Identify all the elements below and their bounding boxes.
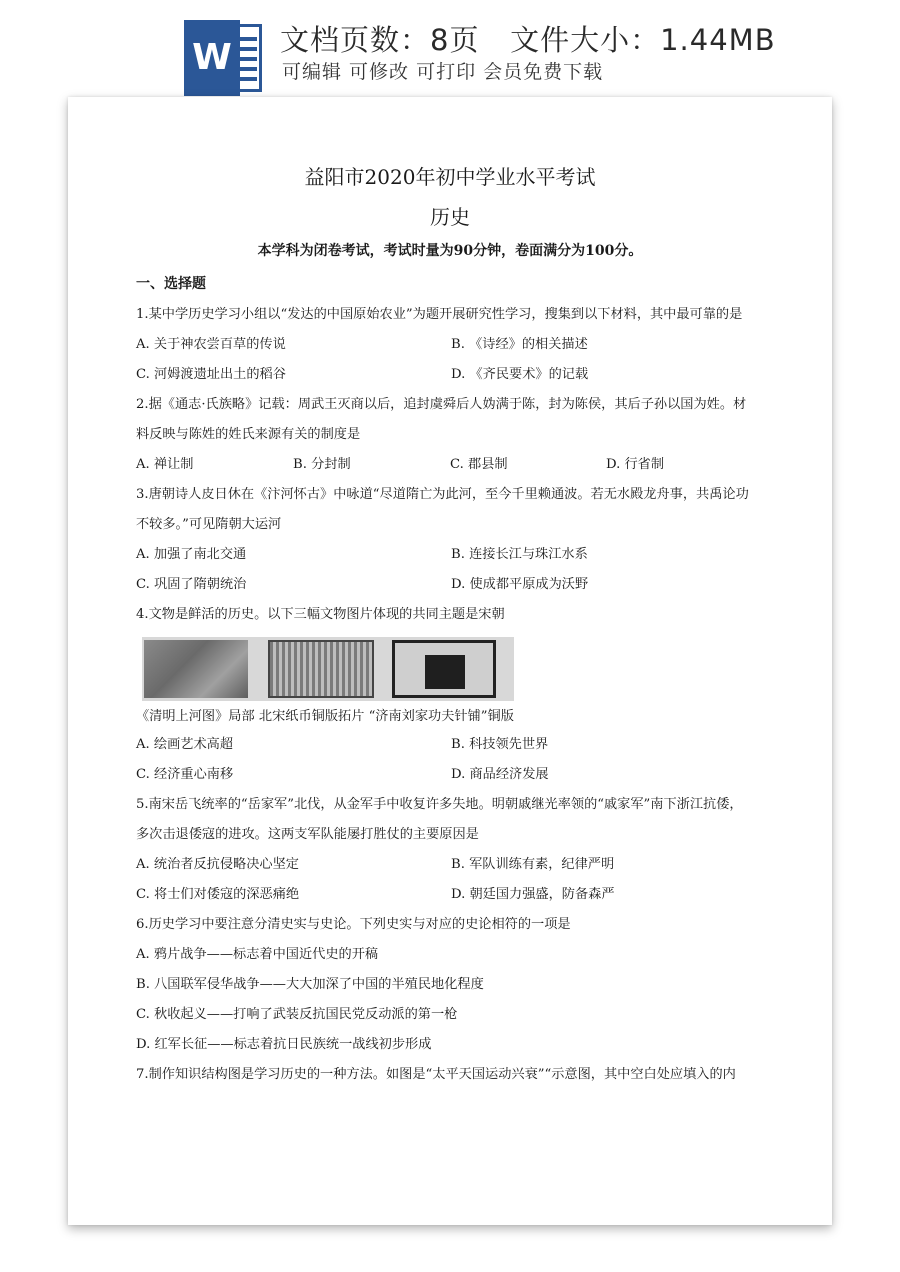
q2-option-a: A. 禅让制 xyxy=(136,457,194,472)
q4-option-d: D. 商品经济发展 xyxy=(451,767,549,782)
q1-option-d: D. 《齐民要术》的记载 xyxy=(451,367,589,382)
question-3-stem-line1: 3.唐朝诗人皮日休在《汴河怀古》中咏道“尽道隋亡为此河，至今千里赖通波。若无水殿龙舟事，共禹论功 xyxy=(136,487,749,502)
q3-option-b: B. 连接长江与珠江水系 xyxy=(451,547,588,562)
q2-option-b: B. 分封制 xyxy=(293,457,351,472)
question-5-stem-line2: 多次击退倭寇的进攻。这两支军队能屡打胜仗的主要原因是 xyxy=(136,827,479,842)
q3-option-c: C. 巩固了隋朝统治 xyxy=(136,577,247,592)
question-7-stem: 7.制作知识结构图是学习历史的一种方法。如图是“太平天国运动兴衰”“示意图，其中空白处应填入的内 xyxy=(136,1067,736,1082)
q6-option-d: D. 红军长征——标志着抗日民族统一战线初步形成 xyxy=(136,1037,432,1052)
question-3-stem-line2: 不较多。”可见隋朝大运河 xyxy=(136,517,282,532)
q5-option-a: A. 统治者反抗侵略决心坚定 xyxy=(136,857,299,872)
exam-note: 本学科为闭卷考试，考试时量为90分钟，卷面满分为100分。 xyxy=(257,243,643,259)
question-5-stem-line1: 5.南宋岳飞统率的“岳家军”北伐，从金军手中收复许多失地。明朝戚继光率领的“戚家军”南下浙江抗倭， xyxy=(136,797,743,812)
exam-subject: 历史 xyxy=(430,205,470,229)
word-document-icon xyxy=(184,20,266,96)
question-2-stem-line1: 2.据《通志·氏族略》记载：周武王灭商以后，追封虞舜后人妫满于陈，封为陈侯，其后子孙以国为姓。材 xyxy=(136,397,747,412)
word-icon-letter: W xyxy=(184,20,240,96)
q6-option-a: A. 鸦片战争——标志着中国近代史的开稿 xyxy=(136,947,379,962)
q1-option-a: A. 关于神农尝百草的传说 xyxy=(136,337,286,352)
question-6-stem: 6.历史学习中要注意分清史实与史论。下列史实与对应的史论相符的一项是 xyxy=(136,917,571,932)
exam-title: 益阳市2020年初中学业水平考试 xyxy=(304,165,596,189)
q4-option-b: B. 科技领先世界 xyxy=(451,737,549,752)
paper-money-rubbing-image xyxy=(268,640,374,698)
bronze-plate-image xyxy=(392,640,496,698)
document-info-title: 文档页数：8页 文件大小：1.44MB xyxy=(280,23,776,57)
q2-option-c: C. 郡县制 xyxy=(450,457,508,472)
artifact-caption: 《清明上河图》局部 北宋纸币铜版拓片 “济南刘家功夫针铺”铜版 xyxy=(136,709,514,724)
q5-option-c: C. 将士们对倭寇的深恶痛绝 xyxy=(136,887,300,902)
artifact-images xyxy=(142,637,514,701)
q1-option-c: C. 河姆渡遗址出土的稻谷 xyxy=(136,367,286,382)
q5-option-d: D. 朝廷国力强盛，防备森严 xyxy=(451,887,615,902)
section-title: 一、选择题 xyxy=(136,276,206,292)
q2-option-d: D. 行省制 xyxy=(606,457,665,472)
document-page xyxy=(68,97,832,1225)
question-4-stem: 4.文物是鲜活的历史。以下三幅文物图片体现的共同主题是宋朝 xyxy=(136,607,505,622)
q4-option-a: A. 绘画艺术高超 xyxy=(136,737,234,752)
q5-option-b: B. 军队训练有素，纪律严明 xyxy=(451,857,615,872)
q6-option-c: C. 秋收起义——打响了武装反抗国民党反动派的第一枪 xyxy=(136,1007,458,1022)
q1-option-b: B. 《诗经》的相关描述 xyxy=(451,337,588,352)
q4-option-c: C. 经济重心南移 xyxy=(136,767,234,782)
question-1-stem: 1.某中学历史学习小组以“发达的中国原始农业”为题开展研究性学习，搜集到以下材料，其中最可靠的是 xyxy=(136,307,743,322)
header-banner xyxy=(0,0,900,100)
q3-option-a: A. 加强了南北交通 xyxy=(136,547,247,562)
question-2-stem-line2: 料反映与陈姓的姓氏来源有关的制度是 xyxy=(136,427,361,442)
q3-option-d: D. 使成都平原成为沃野 xyxy=(451,577,589,592)
q6-option-b: B. 八国联军侵华战争——大大加深了中国的半殖民地化程度 xyxy=(136,977,484,992)
painting-image xyxy=(144,640,248,698)
document-features: 可编辑 可修改 可打印 会员免费下载 xyxy=(282,61,604,83)
